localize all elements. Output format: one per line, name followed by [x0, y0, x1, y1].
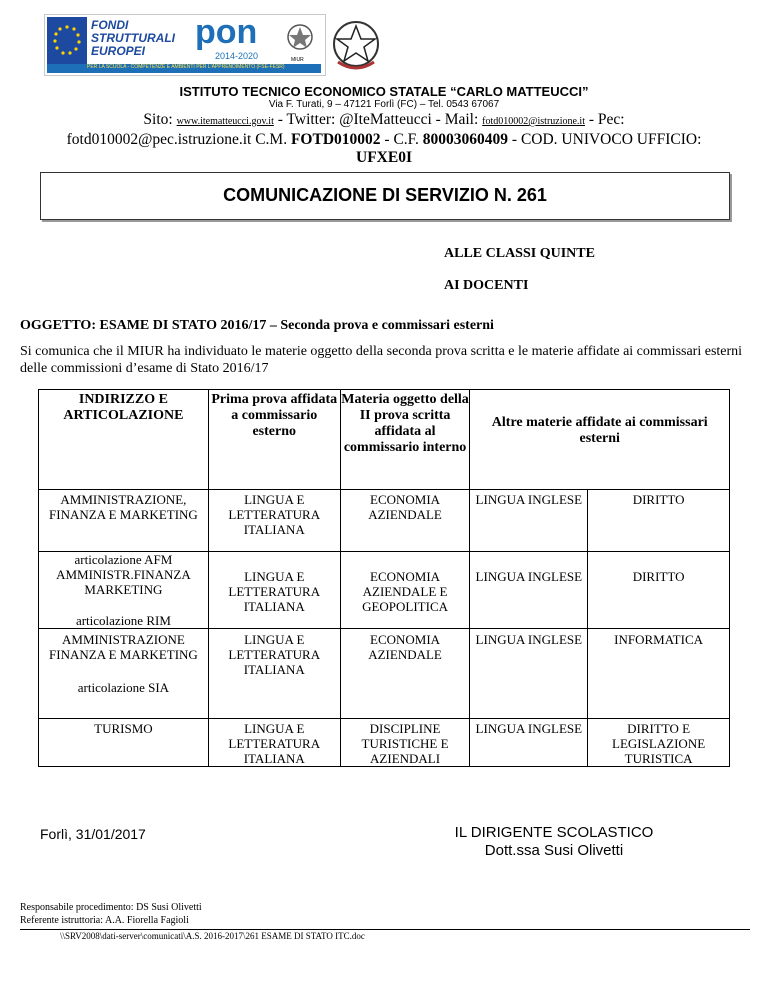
- row3-articolazione: articolazione SIA: [77, 680, 170, 695]
- row2-indirizzo-cell: [39, 552, 209, 629]
- site-link[interactable]: www.itematteucci.gov.it: [176, 116, 274, 127]
- miur-logo-label: MIUR: [291, 57, 304, 63]
- header-seconda-prova: Materia oggetto della II prova scritta affidata al commissario interno: [340, 390, 470, 490]
- signature-block: [424, 824, 684, 860]
- pon-logo: [195, 13, 275, 61]
- row2-indirizzo: AMMINISTR.FINANZA MARKETING: [56, 567, 191, 597]
- row3-altre1: LINGUA INGLESE: [470, 629, 588, 719]
- table-row: [39, 719, 730, 767]
- table-row: [39, 629, 730, 719]
- table-row: [39, 490, 730, 552]
- header-prima-prova: Prima prova affidata a commissario esterno: [208, 390, 340, 490]
- row1-seconda: ECONOMIA AZIENDALE: [340, 490, 470, 552]
- republic-emblem-icon: [328, 16, 384, 76]
- row4-indirizzo: TURISMO: [39, 719, 209, 767]
- footer-resp-line: Responsabile procedimento: DS Susi Olivetti: [20, 902, 202, 913]
- twitter-text: - Twitter: @IteMatteucci - Mail:: [273, 111, 483, 128]
- header-altre-materie: Altre materie affidate ai commissari esterni: [470, 390, 730, 490]
- row3-indirizzo-cell: [39, 629, 209, 719]
- row2-seconda: ECONOMIA AZIENDALE E GEOPOLITICA: [340, 552, 470, 629]
- school-name: ISTITUTO TECNICO ECONOMICO STATALE “CARLO MATTEUCCI”: [179, 84, 589, 99]
- row2-altre2: DIRITTO: [588, 552, 730, 629]
- row3-altre2: INFORMATICA: [588, 629, 730, 719]
- footer-ref-line: Referente istruttoria: A.A. Fiorella Fagioli: [20, 915, 189, 926]
- site-label: Sito:: [143, 111, 177, 128]
- fondi-pon-logo-banner: [44, 14, 326, 76]
- intro-paragraph: Si comunica che il MIUR ha individuato le materie oggetto della seconda prova scritta e le materie affidate ai commissari esterni delle commissioni d’esame di Stato 2016/17: [20, 344, 743, 376]
- mail-link[interactable]: fotd010002@istruzione.it: [482, 116, 585, 127]
- logo-strip: [47, 64, 321, 73]
- row2-prima: LINGUA E LETTERATURA ITALIANA: [208, 552, 340, 629]
- pec-label: - Pec:: [584, 111, 625, 128]
- row2-articolazione: articolazione RIM: [75, 613, 171, 628]
- page-title: COMUNICAZIONE DI SERVIZIO N. 261: [223, 185, 547, 205]
- row1-altre2: DIRITTO: [588, 490, 730, 552]
- recipient-1: ALLE CLASSI QUINTE: [444, 246, 595, 261]
- row4-altre2: DIRITTO E LEGISLAZIONE TURISTICA: [588, 719, 730, 767]
- footer-responsible: [20, 901, 202, 927]
- footer-file-path: \\SRV2008\dati-server\comunicati\A.S. 2016-2017\261 ESAME DI STATO ITC.doc: [60, 931, 365, 941]
- miur-logo: [283, 21, 317, 65]
- cod-value: UFXE0I: [356, 149, 412, 166]
- title-box: [40, 172, 730, 220]
- row1-prima: LINGUA E LETTERATURA ITALIANA: [208, 490, 340, 552]
- row4-altre1: LINGUA INGLESE: [470, 719, 588, 767]
- row4-seconda: DISCIPLINE TURISTICHE E AZIENDALI: [340, 719, 470, 767]
- pec-address: fotd010002@pec.istruzione.it C.M.: [66, 131, 291, 148]
- logo-strip-text: PER LA SCUOLA - COMPETENZE E AMBIENTI PER L'APPRENDIMENTO (FSE-FESR): [87, 64, 285, 70]
- row1-indirizzo: AMMINISTRAZIONE, FINANZA E MARKETING: [39, 490, 209, 552]
- row3-indirizzo: AMMINISTRAZIONE FINANZA E MARKETING: [49, 632, 198, 662]
- school-address: Via F. Turati, 9 – 47121 Forlì (FC) – Tel. 0543 67067: [268, 99, 500, 110]
- signature-name: Dott.ssa Susi Olivetti: [484, 842, 624, 859]
- eu-flag-icon: [47, 17, 87, 65]
- document-date: Forlì, 31/01/2017: [40, 826, 146, 842]
- cod-label: - COD. UNIVOCO UFFICIO:: [508, 131, 702, 148]
- signature-role: IL DIRIGENTE SCOLASTICO: [454, 824, 654, 841]
- pon-logo-years: 2014-2020: [215, 51, 259, 61]
- row2-altre1: LINGUA INGLESE: [470, 552, 588, 629]
- table-header-row: [39, 390, 730, 490]
- recipient-2: AI DOCENTI: [444, 278, 529, 293]
- table-row: [39, 552, 730, 629]
- row3-prima: LINGUA E LETTERATURA ITALIANA: [208, 629, 340, 719]
- header-indirizzo: INDIRIZZO E ARTICOLAZIONE: [39, 390, 209, 490]
- pon-logo-text: pon: [195, 13, 258, 51]
- row4-prima: LINGUA E LETTERATURA ITALIANA: [208, 719, 340, 767]
- row1-articolazione: articolazione AFM: [74, 552, 173, 567]
- school-contacts: [30, 111, 738, 167]
- fondi-logo-text: FONDI STRUTTURALI EUROPEI: [91, 18, 175, 58]
- cm-code: FOTD010002: [290, 131, 381, 148]
- cf-code: 80003060409: [422, 131, 509, 148]
- subjects-table: [38, 389, 730, 767]
- row3-seconda: ECONOMIA AZIENDALE: [340, 629, 470, 719]
- footer-divider: [20, 929, 750, 930]
- cf-label: - C.F.: [380, 131, 423, 148]
- row1-altre1: LINGUA INGLESE: [470, 490, 588, 552]
- subject-line: OGGETTO: ESAME DI STATO 2016/17 – Seconda prova e commissari esterni: [20, 318, 494, 333]
